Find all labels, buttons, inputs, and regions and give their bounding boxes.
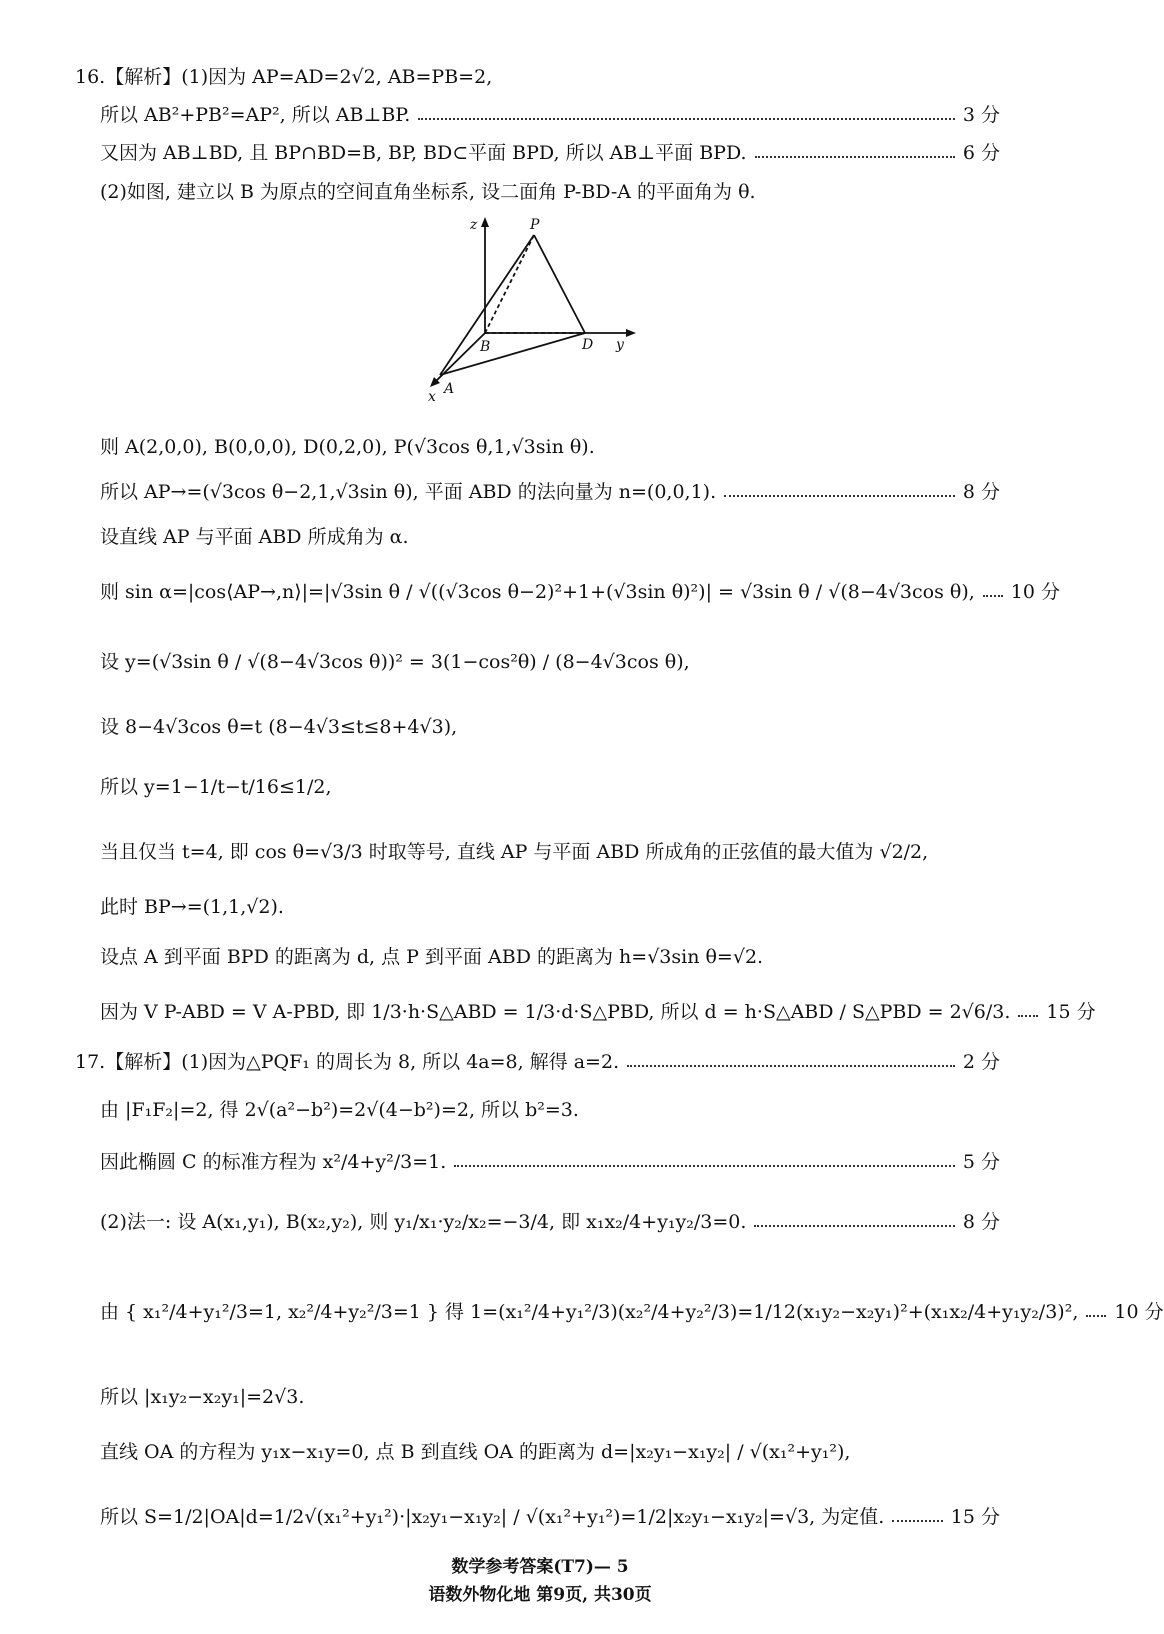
leader-dots — [754, 1225, 954, 1227]
score-label: 3 分 — [962, 103, 1000, 126]
label-y: y — [616, 337, 624, 353]
p16-line-14: 设点 A 到平面 BPD 的距离为 d, 点 P 到平面 ABD 的距离为 h=√3sin θ=√2. — [100, 945, 764, 968]
p16-line-3: 又因为 AB⊥BD, 且 BP∩BD=B, BP, BD⊂平面 BPD, 所以 AB⊥平面 BPD. 6 分 — [0, 131, 1080, 171]
p16-line-5: 则 A(2,0,0), B(0,0,0), D(0,2,0), P(√3cos θ,1,√3sin θ). — [100, 435, 595, 458]
y-arrow — [626, 329, 636, 337]
p16-heading: 16.【解析】(1)因为 AP=AD=2√2, AB=PB=2, — [75, 65, 493, 88]
x-axis — [432, 333, 485, 385]
p16-line-1 — [0, 55, 1080, 95]
p17-line-1 — [0, 1040, 1080, 1080]
p16-line-9: 设 y=(√3sin θ / √(8−4√3cos θ))² = 3(1−cos²θ) / (8−4√3cos θ), — [100, 650, 690, 673]
p16-line-13: 此时 BP→=(1,1,√2). — [100, 895, 284, 918]
leader-dots — [454, 1165, 955, 1167]
edge-bp — [485, 235, 534, 333]
score-label: 6 分 — [962, 141, 1000, 164]
edge-pd — [534, 235, 585, 333]
label-z: z — [470, 217, 478, 233]
score-label: 10 分 — [1114, 1300, 1164, 1323]
p16-line-15: 因为 V P-ABD = V A-PBD, 即 1/3·h·S△ABD = 1/3·d·S△PBD, 所以 d = h·S△ABD / S△PBD = 2√6/3. 15 分 — [0, 990, 1080, 1030]
z-arrow — [481, 217, 489, 227]
score-label: 15 分 — [950, 1505, 1000, 1528]
leader-dots — [418, 118, 955, 120]
p16-line-6: 所以 AP→=(√3cos θ−2,1,√3sin θ), 平面 ABD 的法向量为 n=(0,0,1). 8 分 — [0, 470, 1080, 510]
leader-dots — [755, 156, 955, 158]
p16-line-12: 当且仅当 t=4, 即 cos θ=√3/3 时取等号, 直线 AP 与平面 ABD 所成角的正弦值的最大值为 √2/2, — [100, 840, 929, 863]
p17-line-8: 所以 S=1/2|OA|d=1/2√(x₁²+y₁²)·|x₂y₁−x₁y₂| / √(x₁²+y₁²)=1/2|x₂y₁−x₁y₂|=√3, 为定值. 15 分 — [0, 1495, 1080, 1535]
label-d: D — [582, 337, 594, 353]
score-label: 8 分 — [962, 480, 1000, 503]
label-p: P — [530, 217, 540, 233]
p17-line-7: 直线 OA 的方程为 y₁x−x₁y=0, 点 B 到直线 OA 的距离为 d=|x₂y₁−x₁y₂| / √(x₁²+y₁²), — [100, 1440, 851, 1463]
p16-line-11: 所以 y=1−1/t−t/16≤1/2, — [100, 775, 332, 798]
edge-ad — [440, 333, 585, 375]
score-label: 8 分 — [962, 1210, 1000, 1233]
p17-line-4: (2)法一: 设 A(x₁,y₁), B(x₂,y₂), 则 y₁/x₁·y₂/x₂=−3/4, 即 x₁x₂/4+y₁y₂/3=0. 8 分 — [0, 1200, 1080, 1240]
p16-line-2: 所以 AB²+PB²=AP², 所以 AB⊥BP. 3 分 — [0, 93, 1080, 133]
leader-dots — [1086, 1315, 1106, 1317]
score-label: 15 分 — [1046, 1000, 1096, 1023]
p16-line-7: 设直线 AP 与平面 ABD 所成角为 α. — [100, 525, 409, 548]
score-label: 5 分 — [962, 1150, 1000, 1173]
leader-dots — [627, 1065, 955, 1067]
label-a: A — [444, 381, 455, 397]
leader-dots — [724, 495, 955, 497]
p17-line-3: 因此椭圆 C 的标准方程为 x²/4+y²/3=1. 5 分 — [0, 1140, 1080, 1180]
p17-line-6: 所以 |x₁y₂−x₂y₁|=2√3. — [100, 1385, 305, 1408]
coordinate-figure — [430, 215, 670, 410]
score-label: 10 分 — [1010, 580, 1060, 603]
label-b: B — [480, 339, 491, 355]
label-x: x — [428, 389, 436, 405]
p16-line-10: 设 8−4√3cos θ=t (8−4√3≤t≤8+4√3), — [100, 715, 458, 738]
p17-line-2: 由 |F₁F₂|=2, 得 2√(a²−b²)=2√(4−b²)=2, 所以 b²=3. — [100, 1098, 579, 1121]
leader-dots — [1018, 1015, 1038, 1017]
leader-dots — [983, 595, 1003, 597]
p17-heading: 17.【解析】(1)因为△PQF₁ 的周长为 8, 所以 4a=8, 解得 a=2. — [75, 1050, 620, 1073]
page-footer-title: 数学参考答案(T7)— 5 — [451, 1557, 629, 1577]
page-footer-pagination: 语数外物化地 第9页, 共30页 — [428, 1585, 652, 1605]
score-label: 2 分 — [962, 1050, 1000, 1073]
p16-line-8: 则 sin α=|cos⟨AP→,n⟩|=|√3sin θ / √((√3cos θ−2)²+1+(√3sin θ)²)| = √3sin θ / √(8−4√3cos θ), 10 分 — [0, 570, 1080, 610]
p16-line-4: (2)如图, 建立以 B 为原点的空间直角坐标系, 设二面角 P-BD-A 的平面角为 θ. — [100, 180, 756, 203]
p17-line-5: 由 { x₁²/4+y₁²/3=1, x₂²/4+y₂²/3=1 } 得 1=(x₁²/4+y₁²/3)(x₂²/4+y₂²/3)=1/12(x₁y₂−x₂y₁)²+(x₁x₂/4+y₁y₂/3)², 10 分 — [0, 1290, 1080, 1330]
leader-dots — [892, 1520, 943, 1522]
